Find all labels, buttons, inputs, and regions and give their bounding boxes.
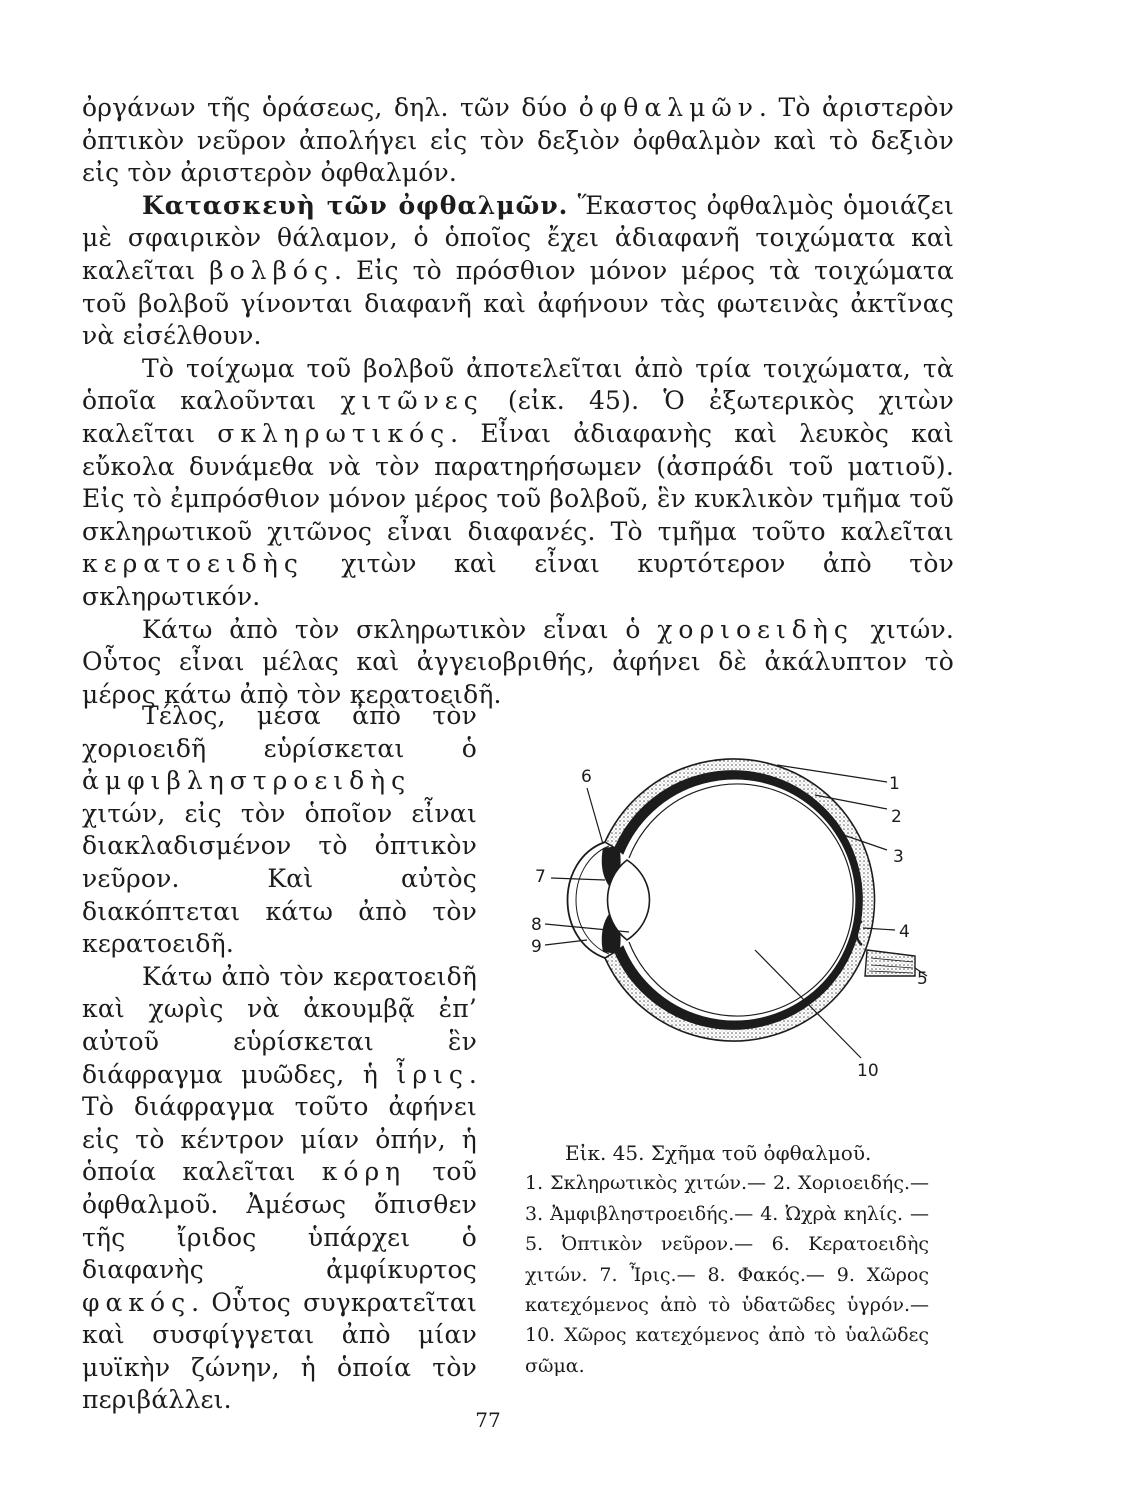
leader-line-7 [551,878,605,880]
label-9: 9 [531,937,542,957]
left-column-text [82,700,477,1417]
retina-shape [629,784,853,1016]
label-1: 1 [889,774,900,794]
section-heading: Κατασκευὴ τῶν ὀφθαλμῶν. [142,190,569,220]
paragraph-1: ὀργάνων τῆς ὁράσεως, δηλ. τῶν δύο ὀφθαλμῶν. Τὸ ἀριστερὸν ὀπτικὸν νεῦρον ἀπολήγει εἰς τὸν δεξιὸν ὀφθαλμὸν καὶ τὸ δεξιὸν εἰς τὸν ἀριστερὸν ὀφθαλμόν. [82,93,954,188]
leader-line-6 [587,788,603,844]
label-2: 2 [891,807,902,827]
label-4: 4 [899,922,910,942]
label-6: 6 [581,767,592,787]
label-7: 7 [535,867,546,887]
label-10: 10 [857,1061,879,1081]
eye-diagram [515,740,965,1150]
paragraph-4: Κάτω ἀπὸ τὸν σκληρωτικὸν εἶναι ὁ χοριοειδὴς χιτών. Οὗτος εἶναι μέλας καὶ ἀγγειοβριθής, ἀφήνει δὲ ἀκάλυπτον τὸ μέρος κάτω ἀπὸ τὸν κερατοειδῆ. [82,614,954,709]
label-3: 3 [893,847,904,867]
caption-body: 1. Σκληρωτικὸς χιτών.— 2. Χοριοειδής.— 3. Ἀμφιβληστροειδής.— 4. Ὠχρὰ κηλίς. — 5. Ὀπτικὸν νεῦρον.— 6. Κερατοειδὴς χιτών. 7. Ἶρις.— 8. Φακός.— 9. Χῶρος κατεχόμενος ἀπὸ τὸ ὑδατῶδες ὑγρόν.— 10. Χῶρος κατεχόμενος ἀπὸ τὸ ὑαλῶδες σῶμα. [525,1172,929,1377]
leader-line-9 [545,940,587,945]
caption-title: Εἰκ. 45. Σχῆμα τοῦ ὀφθαλμοῦ. [565,1141,872,1165]
label-8: 8 [531,915,542,935]
paragraph-6: Κάτω ἀπὸ τὸν κερατοειδῆ καὶ χωρὶς νὰ ἀκουμβᾷ ἐπ’ αὐτοῦ εὑρίσκεται ἓν διάφραγμα μυῶδες, ἡ ἶρις. Τὸ διάφραγμα τοῦτο ἀφήνει εἰς τὸ κέντρον μίαν ὀπήν, ἡ ὁποία καλεῖται κόρη τοῦ ὀφθαλμοῦ. Ἀμέσως ὄπισθεν τῆς ἴριδος ὑπάρχει ὁ διαφανὴς ἀμφίκυρτος φακός. Οὗτος συγκρατεῖται καὶ συσφίγγεται ἀπὸ μίαν μυϊκὴν ζώνην, ἡ ὁποία τὸν περιβάλλει. [82,961,478,1415]
paragraph-3: Τὸ τοίχωμα τοῦ βολβοῦ ἀποτελεῖται ἀπὸ τρία τοιχώματα, τὰ ὁποῖα καλοῦνται χιτῶνες (εἰκ. 45). Ὁ ἐξωτερικὸς χιτὼν καλεῖται σκληρωτικός. Εἶναι ἀδιαφανὴς καὶ λευκὸς καὶ εὔκολα δυνάμεθα νὰ τὸν παρατηρήσωμεν (ἀσπράδι τοῦ ματιοῦ). Εἰς τὸ ἐμπρόσθιον μόνον μέρος τοῦ βολβοῦ, ἓν κυκλικὸν τμῆμα τοῦ σκληρωτικοῦ χιτῶνος εἶναι διαφανές. Τὸ τμῆμα τοῦτο καλεῖται κερατοειδὴς χιτὼν καὶ εἶναι κυρτότερον ἀπὸ τὸν σκληρωτικόν. [82,353,954,611]
paragraph-2: Κατασκευὴ τῶν ὀφθαλμῶν. Ἕκαστος ὀφθαλμὸς ὁμοιάζει μὲ σφαιρικὸν θάλαμον, ὁ ὁποῖος ἔχει ἀδιαφανῆ τοιχώματα καὶ καλεῖται βολβός. Εἰς τὸ πρόσθιον μόνον μέρος τὰ τοιχώματα τοῦ βολβοῦ γίνονται διαφανῆ καὶ ἀφήνουν τὰς φωτεινὰς ἀκτῖνας νὰ εἰσέλθουν. [82,190,954,351]
choroid-shape [615,771,862,1029]
paragraph-5: Τέλος, μέσα ἀπὸ τὸν χοριοειδῆ εὑρίσκεται ὁ ἀμφιβληστροειδὴς χιτών, εἰς τὸν ὁποῖον εἶναι διακλαδισμένον τὸ ὀπτικὸν νεῦρον. Καὶ αὐτὸς διακόπτεται κάτω ἀπὸ τὸν κερατοειδῆ. [82,701,477,959]
main-text [82,92,954,711]
page-number: 77 [475,1408,501,1432]
label-5: 5 [917,969,928,989]
figure-caption [525,1138,929,1381]
